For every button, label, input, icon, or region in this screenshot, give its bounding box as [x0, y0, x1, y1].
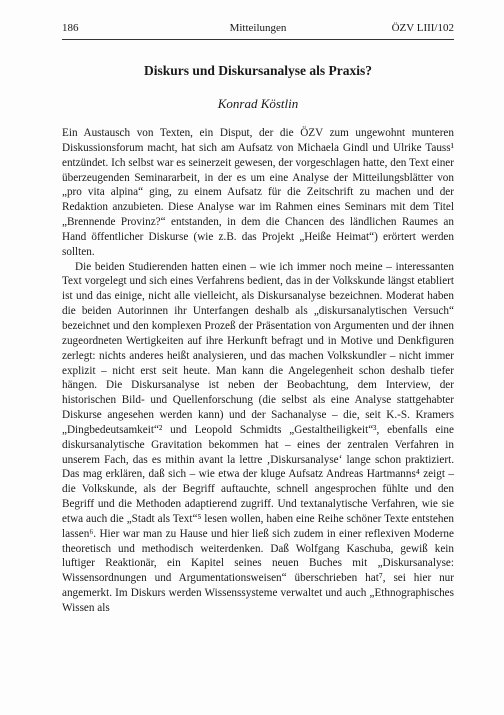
journal-volume: ÖZV LIII/102 — [391, 22, 454, 34]
running-head — [62, 20, 454, 36]
article-title: Diskurs und Diskursanalyse als Praxis? — [143, 63, 373, 78]
header-rule — [62, 39, 454, 40]
paragraph-1: Ein Austausch von Texten, ein Disput, der die ÖZV zum ungewohnt munteren Diskussionsforum macht, hat sich am Aufsatz von Michaela Gindl und Ulrike Tauss¹ entzündet. Ich selbst war es seinerzeit gewesen, der vorgeschlagen hatte, den Text einer überzeugenden Seminararbeit, in der es um eine Analyse der Mitteilungsblätter von „pro vita alpina“ ging, zu einem Aufsatz für die Zeitschrift zu machen und der Redaktion anzubieten. Diese Analyse war im Rahmen eines Seminars mit dem Titel „Brennende Provinz?“ entstanden, in dem die Chancen des ländlichen Raumes an Hand öffentlicher Diskurse (wie z.B. das Projekt „Heiße Heimat“) erörtert werden sollten. — [62, 127, 454, 258]
paragraph-2: Die beiden Studierenden hatten einen – wie ich immer noch meine – interessanten Text vorgelegt und sich eines Verfahrens bedient, das in der Volkskunde längst etabliert ist und das einige, nicht alle vielleicht, als Diskursanalyse bezeichnen. Moderat haben die beiden Autorinnen ihr Unterfangen deshalb als „diskursanalytischen Versuch“ bezeichnet und den komplexen Prozeß der Präsentation von Argumenten und der ihnen zugeordneten Wertigkeiten auf ihre Herkunft befragt und in Motive und Denkfiguren zerlegt: nichts anderes heißt analysieren, und das machen Volkskundler – nicht immer explizit – nicht erst seit heute. Man kann die Angelegenheit schon deshalb tiefer hängen. Die Diskursanalyse ist neben der Beobachtung, dem Interview, der historischen Bild- und Quellenforschung (die selbst als eine Analyse stattgehabter Diskurse angesehen werden kann) und der Sachanalyse – die, seit K.-S. Kramers „Dingbedeutsamkeit“² und Leopold Schmidts „Gestaltheiligkeit“³, ebenfalls eine diskursanalytische Gravitation bekommen hat – eines der zentralen Verfahren in unserem Fach, das es mithin avant la lettre ‚Diskursanalyse‘ lange schon praktiziert. Das mag erklären, daß sich – wie etwa der kluge Aufsatz Andreas Hartmanns⁴ zeigt – die Volkskunde, als der Begriff auftauchte, schnell angesprochen fühlte und den Begriff und die Methoden adaptierend zugriff. Und textanalytische Verfahren, wie sie etwa auch die „Stadt als Text“⁵ lesen wollen, haben eine Reihe schöner Texte entstehen lassen⁶. Hier war man zu Hause und hier ließ sich zudem in einer reflexiven Moderne theoretisch und methodisch weiterdenken. Daß Wolfgang Kaschuba, gewiß kein luftiger Reaktionär, ein Kapitel seines neuen Buches mit „Diskursanalyse: Wissensordnungen und Argumentationsweisen“ überschrieben hat⁷, sei hier nur angemerkt. Im Diskurs werden Wissenssysteme verwaltet und auch „Ethnographisches Wissen als — [62, 260, 454, 614]
section-title: Mitteilungen — [229, 22, 287, 34]
page-number: 186 — [62, 22, 79, 34]
article-author: Konrad Köstlin — [217, 96, 299, 111]
article-body — [62, 126, 454, 616]
